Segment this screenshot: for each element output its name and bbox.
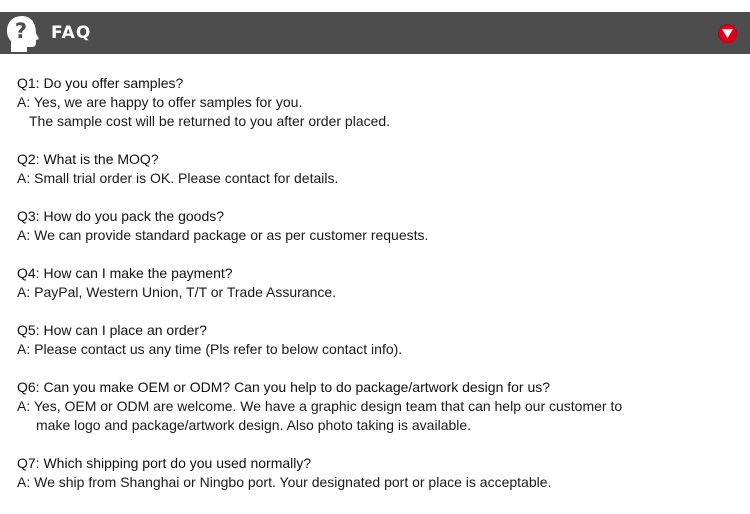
head-question-icon [7,14,43,54]
faq-item [17,264,717,302]
faq-item [17,321,717,359]
faq-answer: A: PayPal, Western Union, T/T or Trade Assurance. [17,284,337,300]
faq-answer-continued: The sample cost will be returned to you after order placed. [29,113,391,129]
svg-text:?: ? [14,19,28,43]
faq-question: Q6: Can you make OEM or ODM? Can you help to do package/artwork design for us? [17,379,551,395]
faq-item [17,378,717,435]
faq-question: Q5: How can I place an order? [17,322,207,338]
faq-answer: A: We can provide standard package or as per customer requests. [17,227,429,243]
chevron-down-icon[interactable] [718,24,737,43]
faq-item [17,454,717,492]
faq-answer: A: Yes, OEM or ODM are welcome. We have a graphic design team that can help our customer to [17,398,623,414]
faq-item [17,74,717,131]
faq-answer: A: Please contact us any time (Pls refer to below contact info). [17,341,403,357]
faq-answer-continued: make logo and package/artwork design. Also photo taking is available. [36,417,472,433]
faq-answer: A: We ship from Shanghai or Ningbo port. Your designated port or place is acceptable. [17,474,552,490]
faq-item [17,150,717,188]
faq-header-bar [0,12,750,54]
page-title: FAQ [51,23,92,43]
faq-question: Q7: Which shipping port do you used normally? [17,455,312,471]
faq-answer: A: Small trial order is OK. Please contact for details. [17,170,339,186]
faq-item [17,207,717,245]
faq-question: Q4: How can I make the payment? [17,265,233,281]
faq-answer: A: Yes, we are happy to offer samples for you. [17,94,303,110]
faq-question: Q3: How do you pack the goods? [17,208,225,224]
faq-question: Q1: Do you offer samples? [17,75,184,91]
faq-question: Q2: What is the MOQ? [17,151,159,167]
faq-list [17,74,717,511]
